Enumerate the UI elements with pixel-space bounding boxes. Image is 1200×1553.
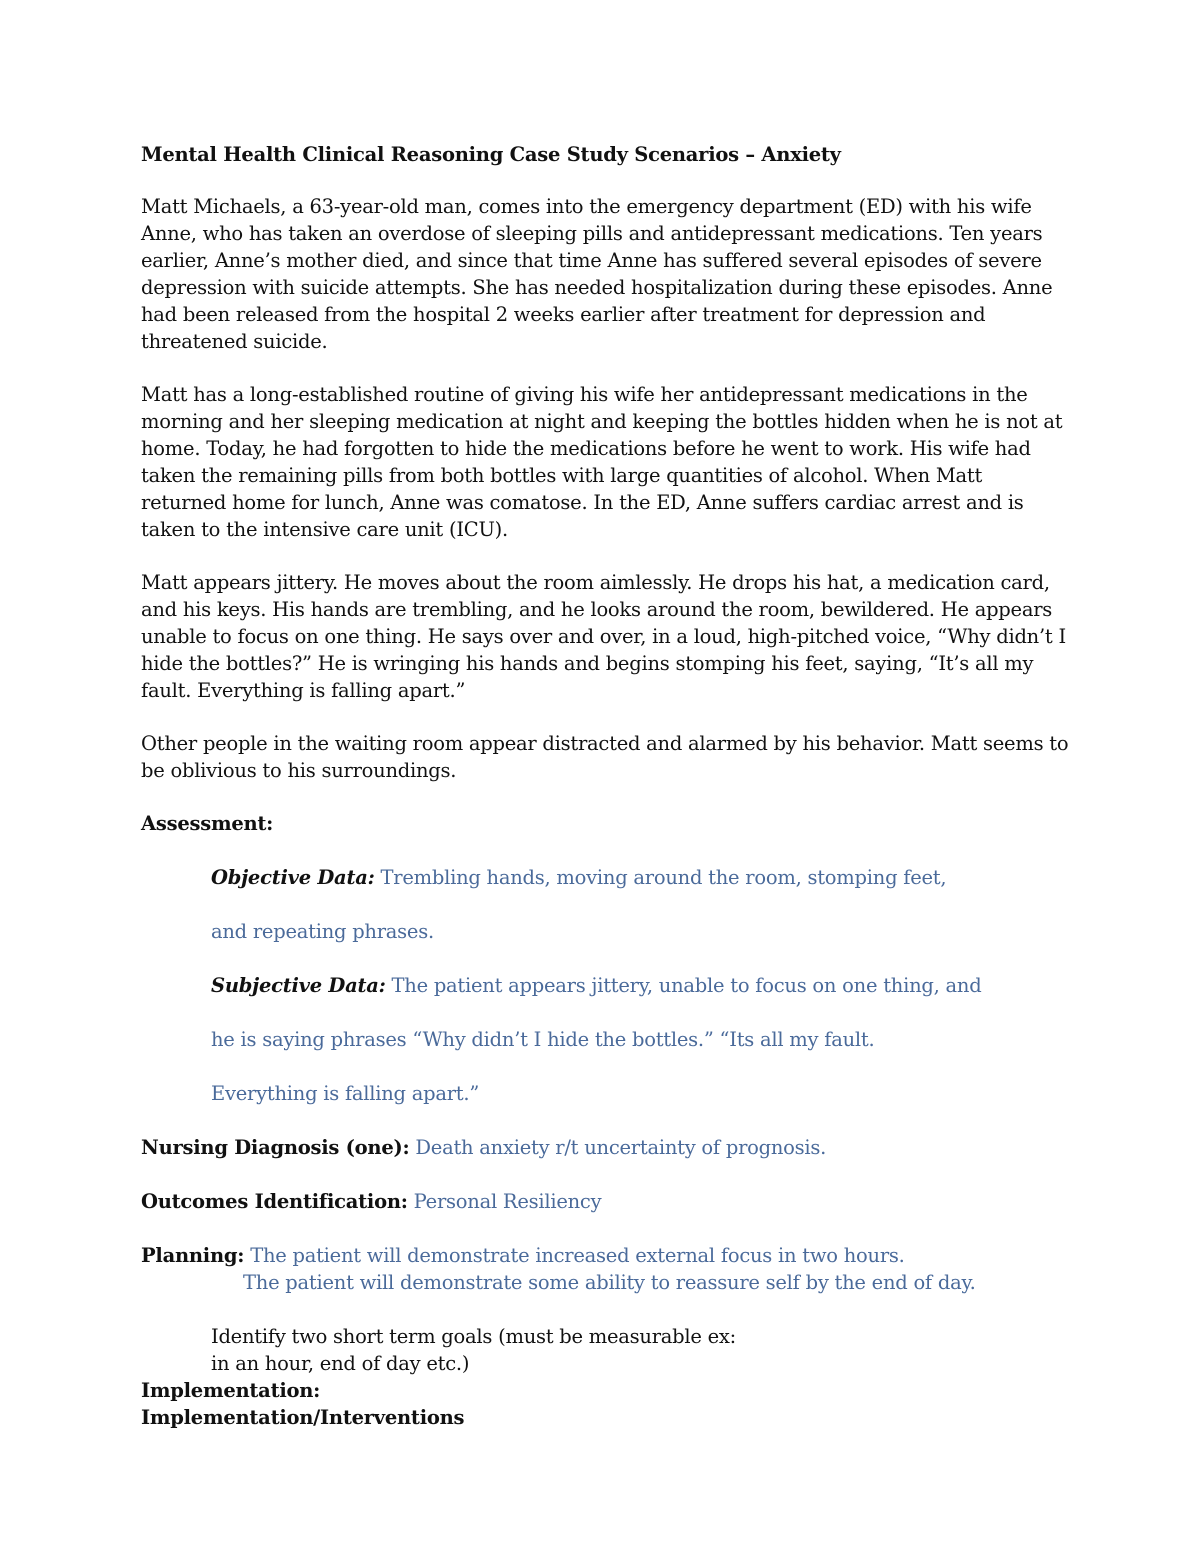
- planning-label: Planning:: [141, 1244, 245, 1267]
- planning-section: [141, 1242, 1071, 1377]
- planning-answer-1: The patient will demonstrate increased external focus in two hours.: [250, 1244, 905, 1267]
- paragraph-routine: Matt has a long-established routine of giving his wife her antidepressant medications in the morning and her sleeping medication at night and keeping the bottles hidden when he is not at home. Today, he had forgotten to hide the medications before he went to work. His wife had taken the remaining pills from both bottles with large quantities of alcohol. When Matt returned home for lunch, Anne was comatose. In the ED, Anne suffers cardiac arrest and is taken to the intensive care unit (ICU).: [141, 383, 1063, 541]
- nursing-diagnosis-label: Nursing Diagnosis (one):: [141, 1136, 410, 1159]
- objective-data-label: Objective Data:: [211, 866, 375, 889]
- objective-data-line: [211, 864, 1071, 891]
- implementation-heading: Implementation:: [141, 1379, 321, 1402]
- document-title: Mental Health Clinical Reasoning Case Study Scenarios – Anxiety: [141, 143, 841, 166]
- nursing-diagnosis-line: [141, 1134, 1071, 1161]
- planning-instruction-2: in an hour, end of day etc.): [211, 1352, 470, 1375]
- assessment-section: [141, 864, 1071, 1107]
- subjective-data-answer-3: Everything is falling apart.”: [211, 1082, 480, 1105]
- outcomes-label: Outcomes Identification:: [141, 1190, 408, 1213]
- subjective-data-answer-2: he is saying phrases “Why didn’t I hide the bottles.” “Its all my fault.: [211, 1028, 875, 1051]
- paragraph-intro: Matt Michaels, a 63-year-old man, comes into the emergency department (ED) with his wife Anne, who has taken an overdose of sleeping pills and antidepressant medications. Ten years earlier, Anne’s mother died, and since that time Anne has suffered several episodes of severe depression with suicide attempts. She has needed hospitalization during these episodes. Anne had been released from the hospital 2 weeks earlier after treatment for depression and threatened suicide.: [141, 195, 1053, 353]
- assessment-heading: Assessment:: [141, 812, 274, 835]
- subjective-data-line: [211, 972, 1071, 999]
- paragraph-behavior: Matt appears jittery. He moves about the room aimlessly. He drops his hat, a medication card, and his keys. His hands are trembling, and he looks around the room, bewildered. He appears unable to focus on one thing. He says over and over, in a loud, high-pitched voice, “Why didn’t I hide the bottles?” He is wringing his hands and begins stomping his feet, saying, “It’s all my fault. Everything is falling apart.”: [141, 571, 1066, 702]
- planning-answer-2: The patient will demonstrate some ability to reassure self by the end of day.: [243, 1271, 976, 1294]
- outcomes-answer: Personal Resiliency: [413, 1190, 602, 1213]
- objective-data-answer-2: and repeating phrases.: [211, 920, 434, 943]
- nursing-diagnosis-answer: Death anxiety r/t uncertainty of prognosis.: [415, 1136, 827, 1159]
- implementation-interventions-heading: Implementation/Interventions: [141, 1406, 465, 1429]
- subjective-data-answer-1: The patient appears jittery, unable to focus on one thing, and: [391, 974, 982, 997]
- paragraph-waiting-room: Other people in the waiting room appear distracted and alarmed by his behavior. Matt seems to be oblivious to his surroundings.: [141, 732, 1069, 782]
- outcomes-line: [141, 1188, 1071, 1215]
- document-content: [141, 141, 1071, 1431]
- objective-data-answer-1: Trembling hands, moving around the room, stomping feet,: [380, 866, 947, 889]
- planning-instructions: [141, 1323, 1071, 1377]
- subjective-data-label: Subjective Data:: [211, 974, 386, 997]
- planning-line: [141, 1242, 1071, 1269]
- planning-instruction-1: Identify two short term goals (must be measurable ex:: [211, 1325, 736, 1348]
